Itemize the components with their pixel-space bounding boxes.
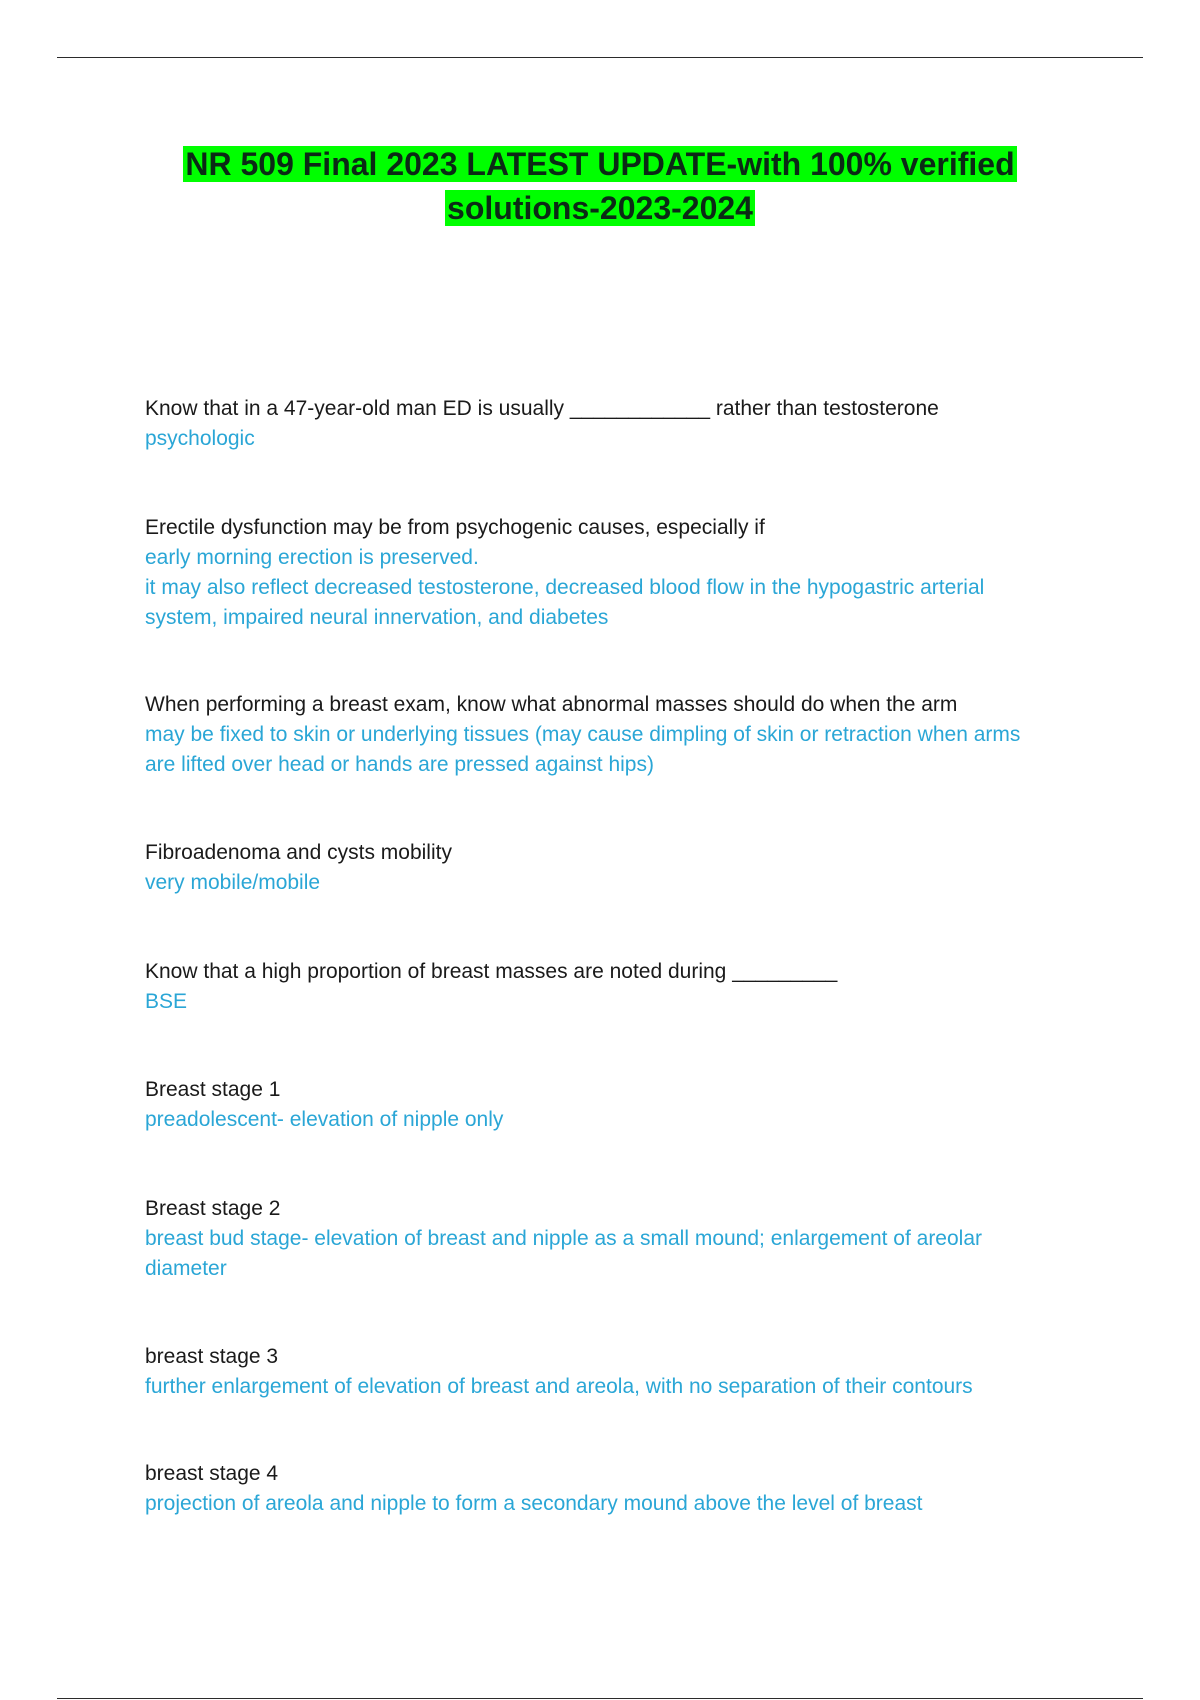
answer-text: BSE bbox=[145, 990, 188, 1013]
qa-item bbox=[145, 957, 1045, 1017]
question-text: Breast stage 1 bbox=[145, 1078, 281, 1101]
header-rule bbox=[57, 57, 1143, 58]
question-text: Breast stage 2 bbox=[145, 1197, 281, 1220]
answer-text: psychologic bbox=[145, 427, 255, 450]
footer-rule bbox=[57, 1698, 1143, 1699]
answer-text: preadolescent- elevation of nipple only bbox=[145, 1108, 504, 1131]
title-line-1: NR 509 Final 2023 LATEST UPDATE-with 100% verified bbox=[185, 146, 1015, 182]
qa-item bbox=[145, 394, 1045, 454]
answer-text: it may also reflect decreased testosterone, decreased blood flow in the hypogastric arterial system, impaired neural innervation, and diabetes bbox=[145, 576, 985, 629]
answer-text: further enlargement of elevation of breast and areola, with no separation of their contours bbox=[145, 1375, 973, 1398]
answer-text: very mobile/mobile bbox=[145, 871, 321, 894]
question-text: breast stage 3 bbox=[145, 1345, 279, 1368]
answer-text: may be fixed to skin or underlying tissues (may cause dimpling of skin or retraction when arms are lifted over head or hands are pressed against hips) bbox=[145, 723, 1021, 776]
question-text: Know that in a 47-year-old man ED is usually ____________ rather than testosterone bbox=[145, 397, 939, 420]
question-text: Know that a high proportion of breast masses are noted during _________ bbox=[145, 960, 838, 983]
qa-item bbox=[145, 1459, 1045, 1519]
qa-item bbox=[145, 513, 1045, 633]
qa-item bbox=[145, 1194, 1045, 1284]
qa-item bbox=[145, 838, 1045, 898]
qa-item bbox=[145, 1075, 1045, 1135]
answer-text: projection of areola and nipple to form a secondary mound above the level of breast bbox=[145, 1492, 923, 1515]
qa-item bbox=[145, 690, 1045, 780]
title-line-2: solutions-2023-2024 bbox=[447, 190, 753, 226]
question-text: Erectile dysfunction may be from psychogenic causes, especially if bbox=[145, 516, 765, 539]
answer-text: early morning erection is preserved. bbox=[145, 546, 479, 569]
document-title bbox=[100, 142, 1100, 230]
qa-item bbox=[145, 1342, 1045, 1402]
question-text: breast stage 4 bbox=[145, 1462, 279, 1485]
answer-text: breast bud stage- elevation of breast and nipple as a small mound; enlargement of areolar diameter bbox=[145, 1227, 983, 1280]
question-text: When performing a breast exam, know what abnormal masses should do when the arm bbox=[145, 693, 958, 716]
question-text: Fibroadenoma and cysts mobility bbox=[145, 841, 452, 864]
